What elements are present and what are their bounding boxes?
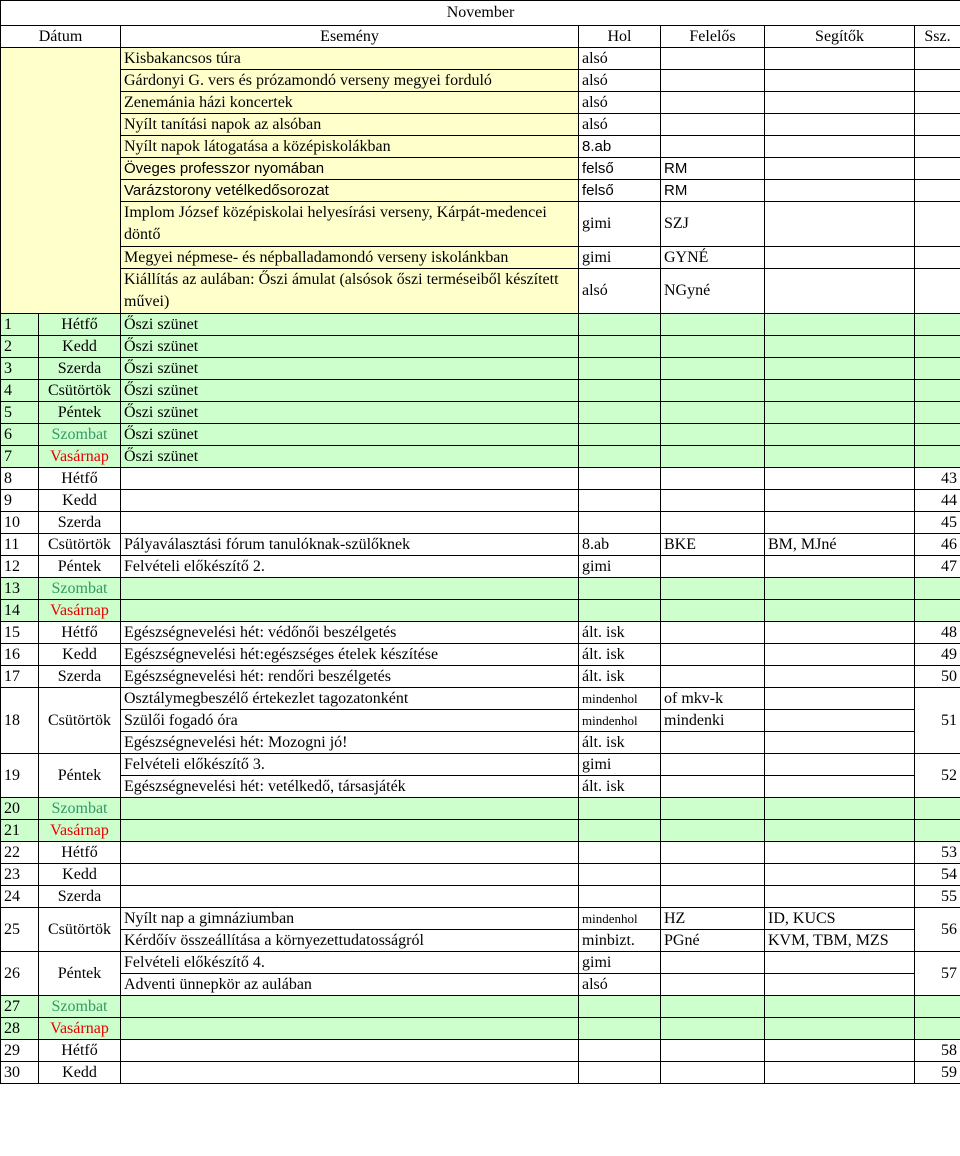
place-cell: gimi — [579, 754, 661, 776]
header-date: Dátum — [1, 26, 121, 48]
place-cell: alsó — [579, 114, 661, 136]
place-cell: minbizt. — [579, 930, 661, 952]
place-cell: mindenhol — [579, 908, 661, 930]
event-cell: Kérdőív összeállítása a környezettudatosságról — [121, 930, 579, 952]
day-name: Vasárnap — [39, 820, 121, 842]
event-cell: Őszi szünet — [121, 314, 579, 336]
day-number: 3 — [1, 358, 39, 380]
event-cell: Őszi szünet — [121, 380, 579, 402]
day-name: Szerda — [39, 886, 121, 908]
day-row — [1, 402, 960, 424]
place-cell: 8.ab — [579, 136, 661, 158]
day-number: 1 — [1, 314, 39, 336]
responsible-cell — [661, 70, 765, 92]
number-cell: 44 — [915, 490, 960, 512]
day-row — [1, 798, 960, 820]
place-cell: alsó — [579, 48, 661, 70]
number-cell — [915, 402, 960, 424]
day-row — [1, 468, 960, 490]
event-cell: Kisbakancsos túra — [121, 48, 579, 70]
number-cell: 59 — [915, 1062, 960, 1084]
responsible-cell: of mkv-k — [661, 688, 765, 710]
day-number: 21 — [1, 820, 39, 842]
header-number: Ssz. — [915, 26, 960, 48]
helpers-cell: BM, MJné — [765, 534, 915, 556]
helpers-cell — [765, 48, 915, 70]
number-cell: 52 — [915, 754, 960, 798]
day-number: 13 — [1, 578, 39, 600]
monthly-event-row — [1, 202, 960, 247]
place-cell: alsó — [579, 269, 661, 314]
day-name: Vasárnap — [39, 1018, 121, 1040]
day-name: Csütörtök — [39, 380, 121, 402]
day-row-sub — [1, 732, 960, 754]
event-cell: Zenemánia házi koncertek — [121, 92, 579, 114]
event-cell: Őszi szünet — [121, 358, 579, 380]
event-cell: Öveges professzor nyomában — [121, 158, 579, 180]
event-cell: Felvételi előkészítő 3. — [121, 754, 579, 776]
day-number: 29 — [1, 1040, 39, 1062]
header-place: Hol — [579, 26, 661, 48]
event-cell: Nyílt tanítási napok az alsóban — [121, 114, 579, 136]
day-name: Szerda — [39, 512, 121, 534]
day-number: 2 — [1, 336, 39, 358]
number-cell — [915, 48, 960, 70]
event-cell: Szülői fogadó óra — [121, 710, 579, 732]
number-cell — [915, 424, 960, 446]
number-cell: 48 — [915, 622, 960, 644]
monthly-event-row — [1, 136, 960, 158]
day-row — [1, 754, 960, 776]
place-cell: gimi — [579, 202, 661, 247]
responsible-cell: SZJ — [661, 202, 765, 247]
responsible-cell: RM — [661, 158, 765, 180]
day-row-sub — [1, 930, 960, 952]
number-cell: 50 — [915, 666, 960, 688]
number-cell — [915, 358, 960, 380]
number-cell: 51 — [915, 688, 960, 754]
number-cell: 47 — [915, 556, 960, 578]
event-cell: Nyílt nap a gimnáziumban — [121, 908, 579, 930]
event-cell: Egészségnevelési hét: vetélkedő, társasjáték — [121, 776, 579, 798]
event-cell: Osztálymegbeszélő értekezlet tagozatonként — [121, 688, 579, 710]
day-name: Szerda — [39, 666, 121, 688]
day-name: Szombat — [39, 798, 121, 820]
place-cell: alsó — [579, 70, 661, 92]
day-row — [1, 666, 960, 688]
day-row — [1, 600, 960, 622]
event-cell: Egészségnevelési hét: Mozogni jó! — [121, 732, 579, 754]
event-cell: Őszi szünet — [121, 336, 579, 358]
day-number: 18 — [1, 688, 39, 754]
monthly-event-row — [1, 70, 960, 92]
day-name: Csütörtök — [39, 688, 121, 754]
event-cell: Őszi szünet — [121, 446, 579, 468]
day-name: Péntek — [39, 754, 121, 798]
day-row — [1, 622, 960, 644]
responsible-cell: mindenki — [661, 710, 765, 732]
responsible-cell: HZ — [661, 908, 765, 930]
day-row — [1, 886, 960, 908]
day-number: 8 — [1, 468, 39, 490]
event-cell: Gárdonyi G. vers és prózamondó verseny megyei forduló — [121, 70, 579, 92]
place-cell: alsó — [579, 92, 661, 114]
day-row — [1, 820, 960, 842]
responsible-cell: NGyné — [661, 269, 765, 314]
day-row — [1, 578, 960, 600]
event-cell: Adventi ünnepkör az aulában — [121, 974, 579, 996]
day-name: Hétfő — [39, 468, 121, 490]
helpers-cell: KVM, TBM, MZS — [765, 930, 915, 952]
day-name: Szombat — [39, 424, 121, 446]
day-row — [1, 1018, 960, 1040]
place-cell: felső — [579, 180, 661, 202]
responsible-cell — [661, 48, 765, 70]
day-name: Péntek — [39, 952, 121, 996]
day-number: 11 — [1, 534, 39, 556]
number-cell — [915, 380, 960, 402]
number-cell: 58 — [915, 1040, 960, 1062]
place-cell: ált. isk — [579, 622, 661, 644]
number-cell: 46 — [915, 534, 960, 556]
day-row — [1, 996, 960, 1018]
place-cell: alsó — [579, 974, 661, 996]
day-number: 23 — [1, 864, 39, 886]
place-cell: gimi — [579, 556, 661, 578]
monthly-event-row — [1, 158, 960, 180]
number-cell: 56 — [915, 908, 960, 952]
day-row — [1, 490, 960, 512]
day-row — [1, 534, 960, 556]
number-cell: 57 — [915, 952, 960, 996]
day-row — [1, 336, 960, 358]
place-cell: 8.ab — [579, 534, 661, 556]
day-number: 7 — [1, 446, 39, 468]
day-number: 14 — [1, 600, 39, 622]
event-cell: Megyei népmese- és népballadamondó verseny iskolánkban — [121, 247, 579, 269]
day-name: Csütörtök — [39, 534, 121, 556]
day-row-sub — [1, 710, 960, 732]
day-number: 6 — [1, 424, 39, 446]
day-number: 22 — [1, 842, 39, 864]
number-cell — [915, 336, 960, 358]
day-name: Hétfő — [39, 314, 121, 336]
day-number: 12 — [1, 556, 39, 578]
day-number: 10 — [1, 512, 39, 534]
responsible-cell — [661, 136, 765, 158]
event-cell: Nyílt napok látogatása a középiskolákban — [121, 136, 579, 158]
day-row — [1, 688, 960, 710]
number-cell — [915, 446, 960, 468]
day-name: Kedd — [39, 864, 121, 886]
header-event: Esemény — [121, 26, 579, 48]
day-name: Hétfő — [39, 1040, 121, 1062]
responsible-cell — [661, 92, 765, 114]
day-row — [1, 446, 960, 468]
day-number: 28 — [1, 1018, 39, 1040]
day-name: Szerda — [39, 358, 121, 380]
monthly-events-date-cell — [1, 48, 121, 314]
responsible-cell: BKE — [661, 534, 765, 556]
day-name: Csütörtök — [39, 908, 121, 952]
day-name: Péntek — [39, 402, 121, 424]
event-cell: Felvételi előkészítő 2. — [121, 556, 579, 578]
day-row — [1, 1040, 960, 1062]
day-row — [1, 380, 960, 402]
day-number: 16 — [1, 644, 39, 666]
day-number: 27 — [1, 996, 39, 1018]
day-row — [1, 314, 960, 336]
day-number: 24 — [1, 886, 39, 908]
event-cell: Egészségnevelési hét:egészséges ételek készítése — [121, 644, 579, 666]
number-cell — [915, 314, 960, 336]
event-cell: Egészségnevelési hét: rendőri beszélgetés — [121, 666, 579, 688]
helpers-cell: ID, KUCS — [765, 908, 915, 930]
day-number: 20 — [1, 798, 39, 820]
day-number: 4 — [1, 380, 39, 402]
number-cell: 45 — [915, 512, 960, 534]
day-row — [1, 644, 960, 666]
day-name: Kedd — [39, 1062, 121, 1084]
day-row-sub — [1, 776, 960, 798]
day-name: Kedd — [39, 336, 121, 358]
monthly-event-row — [1, 269, 960, 314]
day-row — [1, 424, 960, 446]
monthly-event-row — [1, 48, 960, 70]
event-cell: Pályaválasztási fórum tanulóknak-szülőknek — [121, 534, 579, 556]
day-name: Vasárnap — [39, 446, 121, 468]
day-name: Szombat — [39, 996, 121, 1018]
place-cell: mindenhol — [579, 710, 661, 732]
day-number: 19 — [1, 754, 39, 798]
place-cell: gimi — [579, 247, 661, 269]
event-cell: Varázstorony vetélkedősorozat — [121, 180, 579, 202]
event-cell: Felvételi előkészítő 4. — [121, 952, 579, 974]
place-cell: ált. isk — [579, 666, 661, 688]
number-cell: 55 — [915, 886, 960, 908]
place-cell: ált. isk — [579, 732, 661, 754]
day-number: 25 — [1, 908, 39, 952]
monthly-event-row — [1, 114, 960, 136]
place-cell: ált. isk — [579, 776, 661, 798]
event-cell: Őszi szünet — [121, 402, 579, 424]
responsible-cell: PGné — [661, 930, 765, 952]
day-number: 30 — [1, 1062, 39, 1084]
day-number: 9 — [1, 490, 39, 512]
place-cell: mindenhol — [579, 688, 661, 710]
day-name: Péntek — [39, 556, 121, 578]
day-row — [1, 512, 960, 534]
day-name: Hétfő — [39, 842, 121, 864]
day-row — [1, 864, 960, 886]
day-row — [1, 952, 960, 974]
day-row — [1, 842, 960, 864]
day-row — [1, 556, 960, 578]
day-name: Hétfő — [39, 622, 121, 644]
monthly-event-row — [1, 247, 960, 269]
monthly-event-row — [1, 92, 960, 114]
day-name: Kedd — [39, 490, 121, 512]
responsible-cell: GYNÉ — [661, 247, 765, 269]
number-cell: 43 — [915, 468, 960, 490]
event-cell: Kiállítás az aulában: Őszi ámulat (alsósok őszi terméseiből készített művei) — [121, 269, 579, 314]
monthly-event-row — [1, 180, 960, 202]
day-row — [1, 1062, 960, 1084]
event-cell: Implom József középiskolai helyesírási verseny, Kárpát-medencei döntő — [121, 202, 579, 247]
place-cell: ált. isk — [579, 644, 661, 666]
day-number: 17 — [1, 666, 39, 688]
place-cell: gimi — [579, 952, 661, 974]
event-cell: Egészségnevelési hét: védőnői beszélgetés — [121, 622, 579, 644]
responsible-cell: RM — [661, 180, 765, 202]
day-row — [1, 358, 960, 380]
number-cell: 49 — [915, 644, 960, 666]
day-row-sub — [1, 974, 960, 996]
day-name: Szombat — [39, 578, 121, 600]
day-number: 5 — [1, 402, 39, 424]
responsible-cell — [661, 114, 765, 136]
day-name: Kedd — [39, 644, 121, 666]
day-row — [1, 908, 960, 930]
event-cell: Őszi szünet — [121, 424, 579, 446]
number-cell: 53 — [915, 842, 960, 864]
day-number: 15 — [1, 622, 39, 644]
day-name: Vasárnap — [39, 600, 121, 622]
day-number: 26 — [1, 952, 39, 996]
header-responsible: Felelős — [661, 26, 765, 48]
number-cell: 54 — [915, 864, 960, 886]
month-title: November — [1, 1, 960, 26]
header-helpers: Segítők — [765, 26, 915, 48]
place-cell: felső — [579, 158, 661, 180]
